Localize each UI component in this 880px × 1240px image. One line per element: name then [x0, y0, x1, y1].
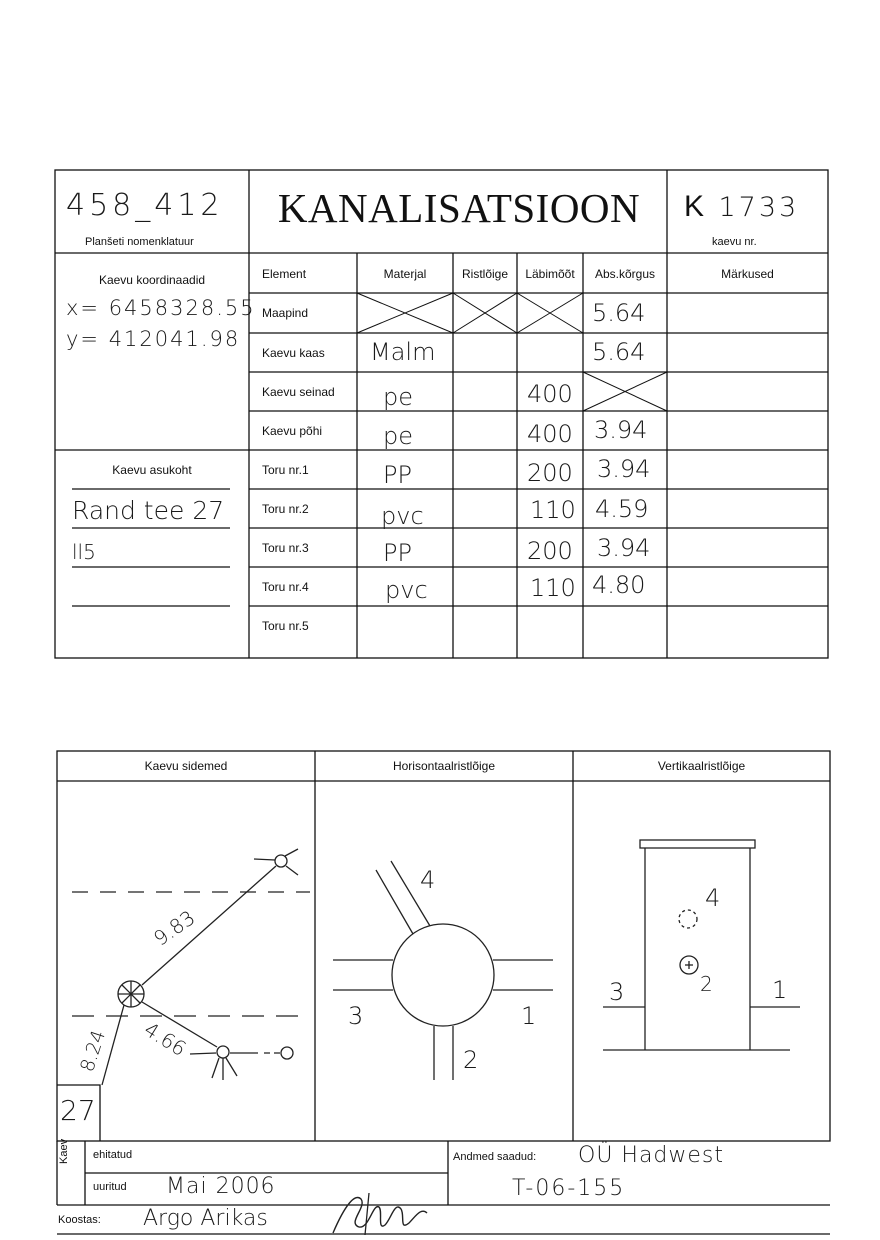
coord-y: y= 412041.98	[66, 327, 241, 351]
row-element: Maapind	[262, 306, 309, 320]
header-remarks: Märkused	[721, 267, 774, 281]
v-pipe-2: 2	[700, 972, 713, 996]
h-pipe-2: 2	[463, 1046, 479, 1074]
well-prefix: K	[684, 190, 705, 223]
row-material: pvc	[385, 576, 428, 604]
horizontal-label: Horisontaalristlõige	[392, 759, 496, 773]
row-material: PP	[383, 461, 412, 489]
row-material: pvc	[381, 502, 424, 530]
row-diameter: 110	[530, 574, 576, 602]
row-element: Toru nr.5	[262, 619, 309, 633]
header-material: Materjal	[383, 267, 427, 281]
tie-distance-3: 8.24	[76, 1027, 111, 1075]
row-abs-height: 4.59	[595, 495, 649, 523]
tie-label: Kaevu sidemed	[144, 759, 228, 773]
well-number: 1733	[718, 192, 800, 223]
coords-label: Kaevu koordinaadid	[98, 273, 206, 287]
row-abs-height: 3.94	[597, 455, 651, 483]
plan-label: Planšeti nomenklatuur	[85, 236, 194, 248]
row-abs-height: 5.64	[592, 299, 646, 327]
row-element: Toru nr.1	[262, 463, 309, 477]
v-pipe-1: 1	[772, 976, 788, 1004]
house-number: 27	[60, 1094, 96, 1127]
data-from-label: Andmed saadud:	[453, 1151, 537, 1163]
data-from-value: OÜ Hadwest	[578, 1143, 725, 1168]
row-abs-height: 5.64	[592, 338, 646, 366]
location-line1: Rand tee 27	[72, 496, 225, 525]
v-pipe-4: 4	[705, 884, 721, 912]
vertical-section	[603, 840, 800, 1050]
row-diameter: 400	[527, 380, 573, 408]
h-pipe-4: 4	[420, 866, 436, 894]
built-label: ehitatud	[93, 1149, 133, 1161]
tie-distance-2: 4.66	[140, 1017, 191, 1061]
location-label: Kaevu asukoht	[112, 463, 192, 477]
row-element: Toru nr.3	[262, 541, 309, 555]
vertical-label: Vertikaalristlõige	[657, 759, 746, 773]
header-abs-height: Abs.kõrgus	[594, 267, 656, 281]
compiled-value: Argo Arikas	[143, 1206, 268, 1231]
tie-distance-1: 9.83	[149, 905, 200, 951]
row-element: Kaevu põhi	[262, 424, 323, 438]
signature	[325, 1185, 435, 1240]
well-number-label: kaevu nr.	[712, 236, 757, 248]
v-pipe-3: 3	[609, 978, 625, 1006]
header-diameter: Läbimõõt	[525, 267, 575, 281]
row-diameter: 110	[530, 496, 576, 524]
h-pipe-1: 1	[521, 1002, 537, 1030]
row-material: PP	[383, 539, 412, 567]
row-abs-height: 4.80	[592, 571, 646, 599]
tie-sketch	[72, 849, 310, 1085]
row-material: pe	[383, 422, 413, 450]
row-abs-height: 3.94	[594, 416, 648, 444]
row-element: Kaevu seinad	[262, 385, 335, 399]
coord-x: x= 6458328.55	[66, 296, 256, 320]
h-pipe-3: 3	[348, 1002, 364, 1030]
row-material: pe	[383, 383, 413, 411]
row-element: Toru nr.2	[262, 502, 309, 516]
row-material: Malm	[370, 338, 436, 366]
plan-number: 458_412	[66, 188, 224, 223]
data-reference: T-06-155	[512, 1176, 626, 1201]
horizontal-section	[333, 861, 553, 1080]
row-element: Kaevu kaas	[262, 346, 325, 360]
header-element: Element	[262, 267, 307, 281]
compiled-label: Koostas:	[58, 1214, 101, 1226]
row-element: Toru nr.4	[262, 580, 309, 594]
row-diameter: 200	[527, 537, 573, 565]
location-line2: ll5	[72, 540, 96, 564]
row-diameter: 400	[527, 420, 573, 448]
row-diameter: 200	[527, 459, 573, 487]
row-abs-height: 3.94	[597, 534, 651, 562]
surveyed-value: Mai 2006	[166, 1174, 276, 1199]
header-cross-section: Ristlõige	[461, 267, 509, 281]
card-title: KANALISATSIOON	[277, 185, 641, 231]
footer-side-label: Kaev	[58, 1138, 70, 1164]
surveyed-label: uuritud	[93, 1181, 127, 1193]
